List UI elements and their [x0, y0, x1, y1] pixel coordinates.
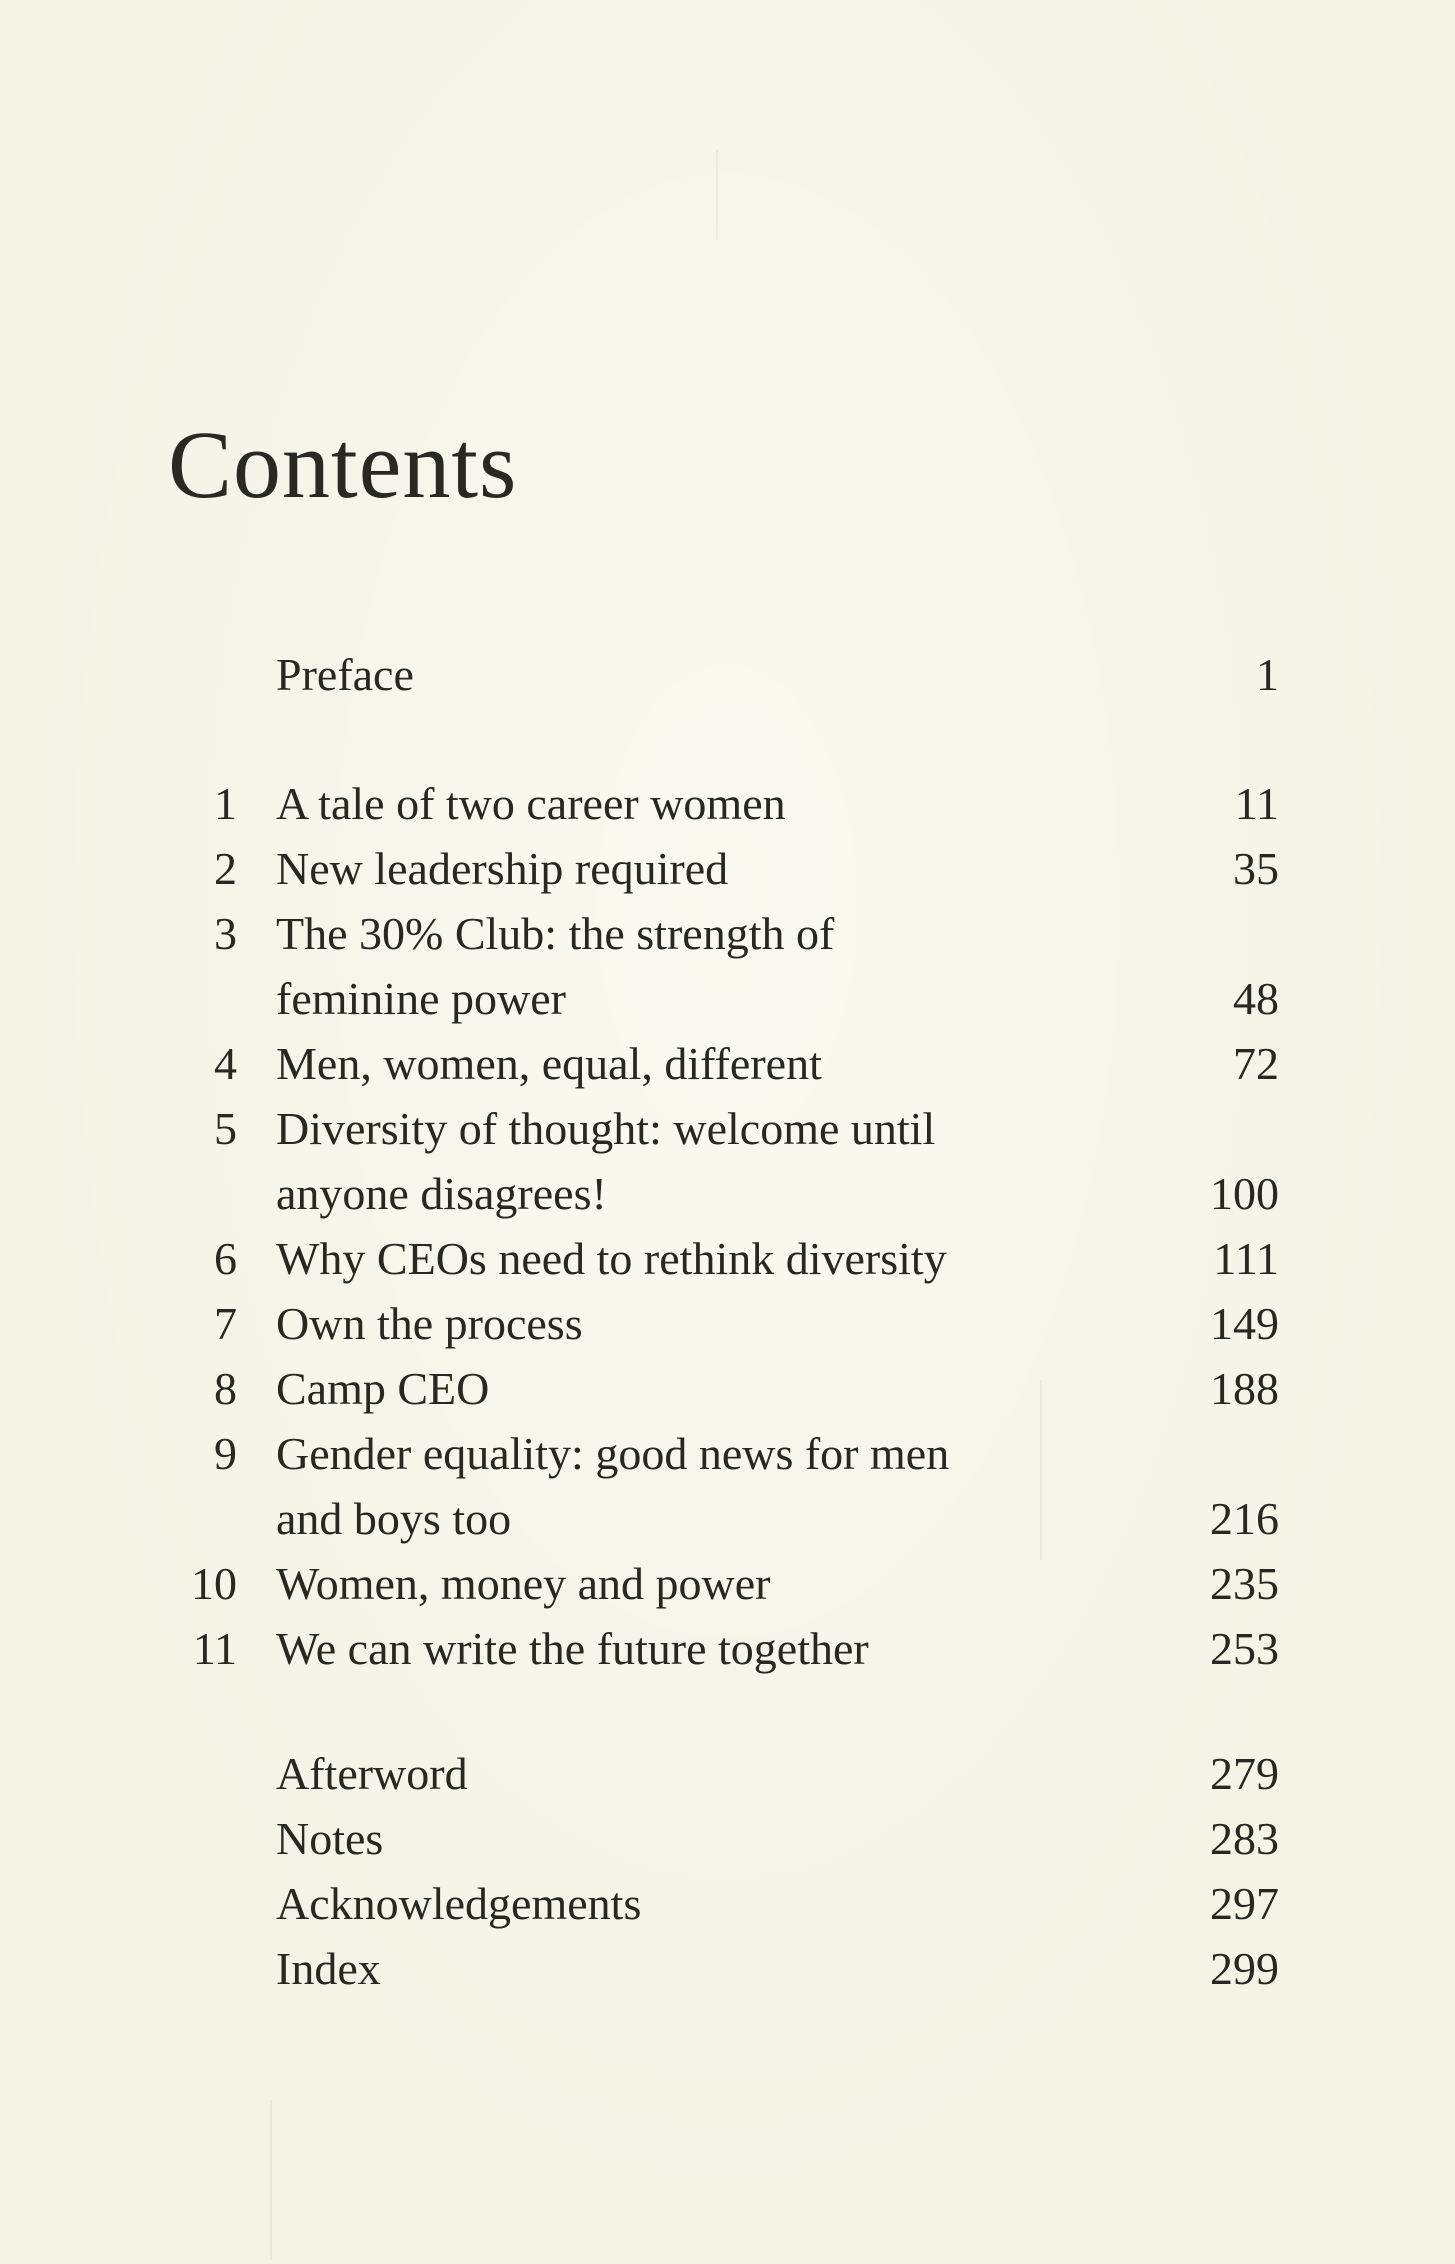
- chapter-title-line: Men, women, equal, different: [276, 1038, 822, 1089]
- chapter-page-number: 111: [1213, 1233, 1279, 1284]
- chapter-title-line: We can write the future together: [276, 1623, 869, 1674]
- chapter-page-number: 100: [1210, 1168, 1279, 1219]
- chapter-title-line: Women, money and power: [276, 1558, 771, 1609]
- entry-page-number: 297: [1210, 1878, 1279, 1929]
- back-matter-list: [0, 1741, 1455, 2001]
- paper-crease-mark: [716, 150, 718, 240]
- chapter-number: 3: [214, 908, 237, 959]
- chapter-title-line: A tale of two career women: [276, 778, 786, 829]
- chapter-page-number: 35: [1233, 843, 1279, 894]
- chapter-title-line: Camp CEO: [276, 1363, 490, 1414]
- chapter-entry[interactable]: [0, 1291, 1455, 1356]
- chapter-entry[interactable]: [0, 1226, 1455, 1291]
- chapter-title-line: Gender equality: good news for men: [276, 1428, 950, 1479]
- chapter-title-line: The 30% Club: the strength of: [276, 908, 835, 959]
- front-matter-list: [0, 642, 1455, 707]
- entry-page-number: 299: [1210, 1943, 1279, 1994]
- entry-page-number: 1: [1256, 649, 1279, 700]
- chapter-page-number: 48: [1233, 973, 1279, 1024]
- toc-entry[interactable]: [0, 1806, 1455, 1871]
- entry-page-number: 279: [1210, 1748, 1279, 1799]
- chapter-number: 4: [214, 1038, 237, 1089]
- entry-title: Afterword: [276, 1748, 468, 1799]
- chapter-title-line: New leadership required: [276, 843, 729, 894]
- chapter-number: 8: [214, 1363, 237, 1414]
- chapter-entry[interactable]: [0, 1356, 1455, 1421]
- chapter-number: 6: [214, 1233, 237, 1284]
- chapter-page-number: 235: [1210, 1558, 1279, 1609]
- chapter-title-line: and boys too: [276, 1493, 512, 1544]
- chapter-number: 9: [214, 1428, 237, 1479]
- chapter-entry[interactable]: [0, 1096, 1455, 1161]
- chapter-entry[interactable]: [0, 1551, 1455, 1616]
- chapter-number: 1: [214, 778, 237, 829]
- chapter-page-number: 216: [1210, 1493, 1279, 1544]
- chapter-title-line: feminine power: [276, 973, 566, 1024]
- chapter-entry[interactable]: [0, 901, 1455, 966]
- entry-title: Index: [276, 1943, 381, 1994]
- entry-title: Notes: [276, 1813, 384, 1864]
- page-title: Contents: [168, 411, 518, 518]
- chapter-page-number: 188: [1210, 1363, 1279, 1414]
- chapter-title-line: anyone disagrees!: [276, 1168, 607, 1219]
- chapter-entry[interactable]: [0, 1421, 1455, 1486]
- chapter-number: 10: [191, 1558, 237, 1609]
- chapter-page-number: 149: [1210, 1298, 1279, 1349]
- chapter-page-number: 253: [1210, 1623, 1279, 1674]
- chapter-page-number: 72: [1233, 1038, 1279, 1089]
- chapter-entry[interactable]: [0, 771, 1455, 836]
- entry-page-number: 283: [1210, 1813, 1279, 1864]
- entry-title: Acknowledgements: [276, 1878, 642, 1929]
- chapter-number: 2: [214, 843, 237, 894]
- chapter-number: 7: [214, 1298, 237, 1349]
- chapter-title-line: Why CEOs need to rethink diversity: [276, 1233, 947, 1284]
- chapter-entry[interactable]: [0, 1616, 1455, 1681]
- chapter-title-line: Own the process: [276, 1298, 583, 1349]
- chapter-entry-continuation[interactable]: [0, 1486, 1455, 1551]
- chapter-entry[interactable]: [0, 1031, 1455, 1096]
- chapter-number: 11: [192, 1623, 237, 1674]
- toc-entry[interactable]: [0, 1741, 1455, 1806]
- chapter-entry[interactable]: [0, 836, 1455, 901]
- toc-entry[interactable]: [0, 1871, 1455, 1936]
- chapter-number: 5: [214, 1103, 237, 1154]
- toc-entry[interactable]: [0, 1936, 1455, 2001]
- chapter-list: [0, 771, 1455, 1681]
- entry-title: Preface: [276, 649, 414, 700]
- chapter-entry-continuation[interactable]: [0, 1161, 1455, 1226]
- chapter-entry-continuation[interactable]: [0, 966, 1455, 1031]
- toc-entry[interactable]: [0, 642, 1455, 707]
- chapter-page-number: 11: [1234, 778, 1279, 829]
- chapter-title-line: Diversity of thought: welcome until: [276, 1103, 936, 1154]
- paper-crease-mark: [270, 2100, 272, 2260]
